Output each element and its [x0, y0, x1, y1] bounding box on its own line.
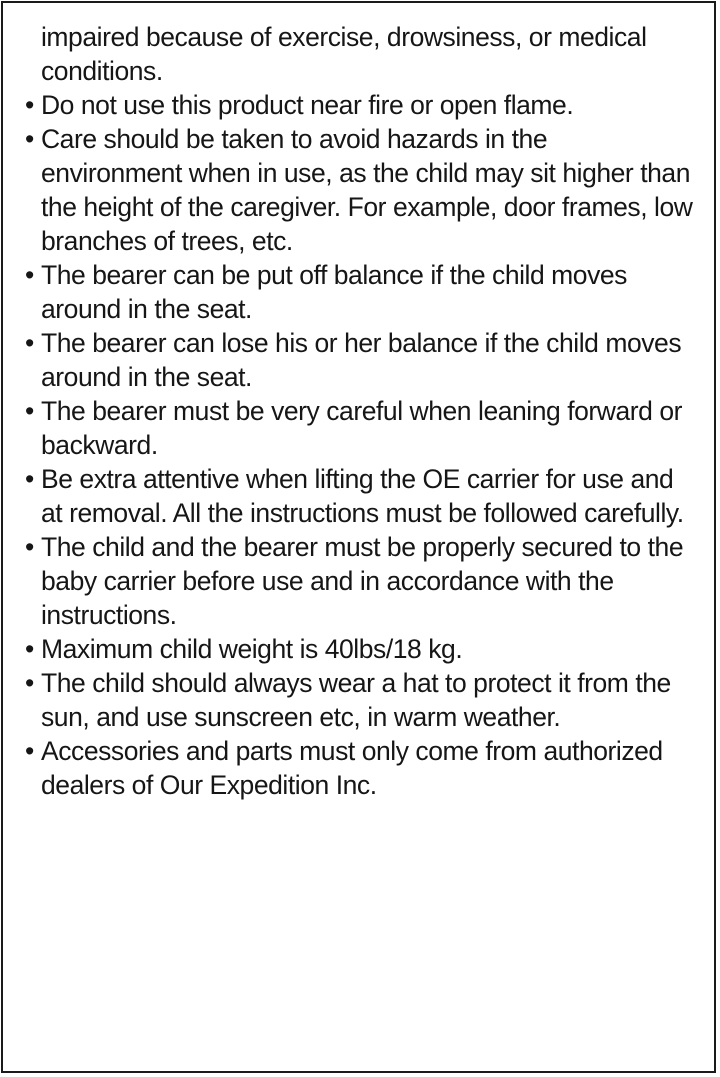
continuation-text: impaired because of exercise, drowsiness, or medical conditions.	[41, 22, 647, 86]
list-item-text: Be extra attentive when lifting the OE carrier for use and at removal. All the instructions must be followed carefully.	[41, 464, 684, 528]
list-item-text: The bearer can be put off balance if the child moves around in the seat.	[41, 260, 627, 324]
list-item-text: Care should be taken to avoid hazards in the environment when in use, as the child may sit higher than the height of the caregiver. For example, door frames, low branches of trees, etc.	[41, 124, 693, 256]
list-item	[3, 258, 715, 326]
bullet-icon: •	[25, 464, 34, 494]
list-item-text: Do not use this product near fire or open flame.	[41, 90, 574, 120]
bullet-icon: •	[25, 634, 34, 664]
list-item-text: Accessories and parts must only come from authorized dealers of Our Expedition Inc.	[41, 736, 663, 800]
bullet-icon: •	[25, 736, 34, 766]
list-item	[3, 326, 715, 394]
list-item-text: The bearer can lose his or her balance if the child moves around in the seat.	[41, 328, 682, 392]
list-item	[3, 734, 715, 802]
list-item-text: The child and the bearer must be properly secured to the baby carrier before use and in accordance with the instructions.	[41, 532, 684, 630]
list-item-text: The child should always wear a hat to protect it from the sun, and use sunscreen etc, in warm weather.	[41, 668, 671, 732]
warning-list	[3, 88, 715, 802]
bullet-icon: •	[25, 328, 34, 358]
list-item	[3, 122, 715, 258]
bullet-icon: •	[25, 668, 34, 698]
list-item	[3, 632, 715, 666]
list-item	[3, 666, 715, 734]
list-item	[3, 394, 715, 462]
bullet-icon: •	[25, 124, 34, 154]
list-item-text: Maximum child weight is 40lbs/18 kg.	[41, 634, 463, 664]
list-item	[3, 462, 715, 530]
bullet-icon: •	[25, 90, 34, 120]
list-item	[3, 530, 715, 632]
list-item	[3, 88, 715, 122]
bullet-icon: •	[25, 532, 34, 562]
document-frame	[1, 1, 716, 1073]
list-item-text: The bearer must be very careful when leaning forward or backward.	[41, 396, 683, 460]
bullet-icon: •	[25, 260, 34, 290]
safety-instructions	[3, 20, 715, 802]
bullet-icon: •	[25, 396, 34, 426]
